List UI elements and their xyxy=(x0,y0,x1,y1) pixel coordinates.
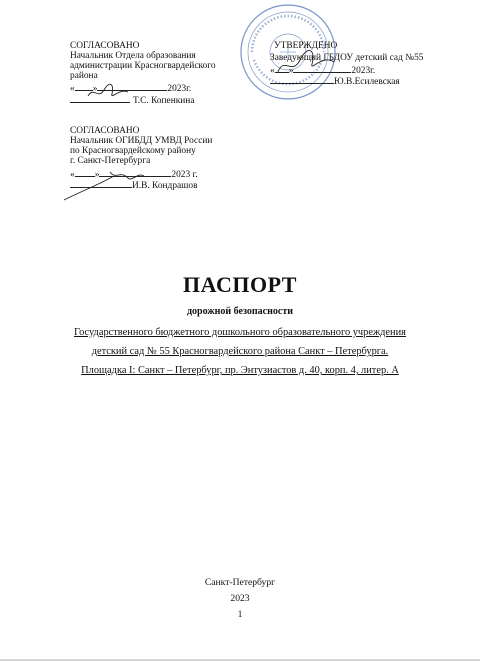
approval-right-heading: УТВЕРЖДЕНО xyxy=(274,41,338,51)
approval-1-line1: Начальник Отдела образования xyxy=(70,51,196,61)
approval-1-line3: района xyxy=(70,71,98,81)
signature-icon xyxy=(270,42,340,82)
signature-icon xyxy=(60,166,150,206)
organization-address: Площадка I: Санкт – Петербург, пр. Энтузиастов д. 40, корп. 4, литер. А xyxy=(81,365,399,376)
approval-2-heading: СОГЛАСОВАНО xyxy=(70,126,140,136)
approval-2-line1: Начальник ОГИБДД УМВД России xyxy=(70,136,213,146)
signature-icon xyxy=(86,82,130,102)
approval-1-name: Т.С. Копенкина xyxy=(133,96,195,106)
date-open-quote: « xyxy=(70,84,75,94)
year: 2023 xyxy=(230,593,250,604)
approval-right-date-line: « » 2023г. xyxy=(270,66,376,76)
scan-edge-decoration xyxy=(0,655,480,661)
document-title: ПАСПОРТ xyxy=(183,272,297,297)
approval-right-name: Ю.В.Есилевская xyxy=(334,77,400,87)
organization-line-2: детский сад № 55 Красногвардейского района Санкт – Петербурга. xyxy=(91,346,389,357)
document-subtitle: дорожной безопасности xyxy=(187,306,293,317)
approval-2-line3: г. Санкт-Петербурга xyxy=(70,156,151,166)
city: Санкт-Петербург xyxy=(204,577,276,588)
approval-2-date-line: « » 2023 г. xyxy=(70,170,198,180)
date-close-quote: » xyxy=(92,84,98,94)
organization-line-1: Государственного бюджетного дошкольного образовательного учреждения xyxy=(74,327,406,338)
approval-1-line2: администрации Красногвардейского xyxy=(70,61,216,71)
approval-2-line2: по Красногвардейскому району xyxy=(70,146,196,156)
approval-right-line1: Заведующий ГБДОУ детский сад №55 xyxy=(270,53,424,63)
approval-1-heading: СОГЛАСОВАНО xyxy=(70,41,140,51)
approval-2-name: И.В. Кондрашов xyxy=(132,181,198,191)
date-year: 2023г. xyxy=(167,84,192,94)
page-number: 1 xyxy=(237,609,243,620)
